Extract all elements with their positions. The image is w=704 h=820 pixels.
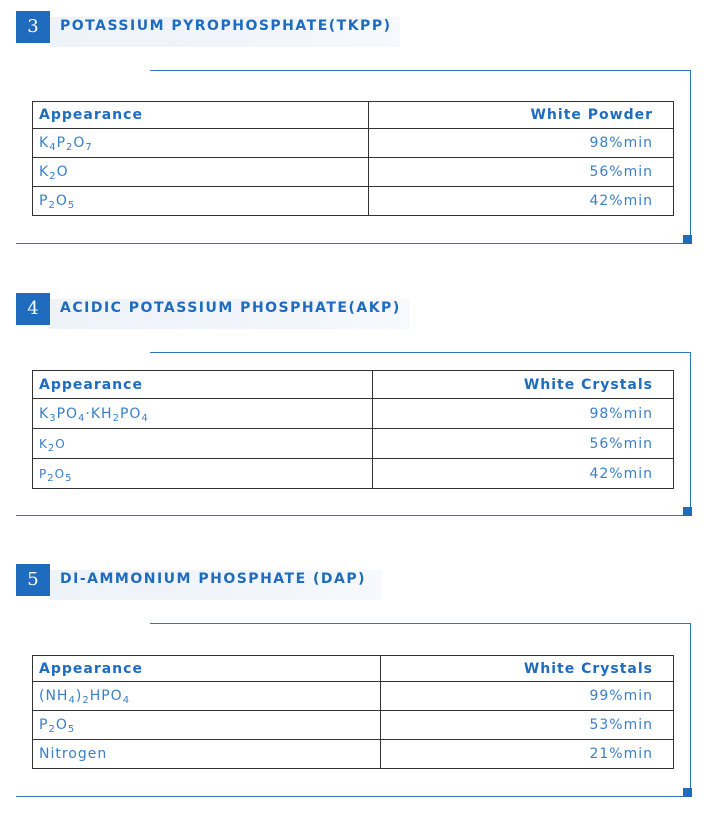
row-label: $K_2O$: [33, 429, 373, 459]
formula-subscript: 2: [48, 200, 56, 211]
table-row: [33, 129, 674, 158]
table-row: [33, 711, 674, 740]
formula-subscript: 2: [47, 472, 55, 484]
formula-subscript: 2: [112, 412, 120, 424]
spec-table: [32, 655, 674, 769]
formula-subscript: 4: [122, 695, 131, 706]
section-number: 5: [16, 564, 50, 596]
header-value: White Powder: [369, 102, 674, 129]
section-heading: [16, 11, 400, 43]
frame-corner-square: [683, 788, 692, 797]
frame-right-line: [690, 623, 691, 797]
formula-subscript: 4: [49, 142, 57, 153]
formula-subscript: 5: [65, 472, 73, 484]
section-heading: [16, 293, 400, 325]
row-label: Nitrogen: [33, 740, 381, 769]
spec-table: [32, 101, 674, 216]
header-label: Appearance: [33, 371, 373, 399]
section-title: POTASSIUM PYROPHOSPHATE(TKPP): [60, 18, 392, 34]
formula-subscript: 4: [141, 412, 149, 424]
formula-subscript: 2: [49, 171, 57, 182]
formula-subscript: 7: [85, 142, 93, 153]
formula-subscript: 3: [49, 412, 57, 424]
frame-top-line: [150, 352, 691, 353]
formula-subscript: 2: [82, 695, 90, 706]
row-label: $P_2O_5$: [33, 459, 373, 489]
row-value: 42%min: [373, 459, 674, 489]
row-value: 42%min: [369, 187, 674, 216]
table-row: [33, 158, 674, 187]
header-value: White Crystals: [381, 656, 674, 682]
row-label: $P_2O_5$: [33, 187, 369, 216]
table-row: [33, 459, 674, 489]
table-header-row: [33, 371, 674, 399]
row-label: $K_3PO_4\cdot KH_2PO_4$: [33, 399, 373, 429]
section-title: ACIDIC POTASSIUM PHOSPHATE(AKP): [60, 300, 401, 316]
formula-subscript: 2: [66, 142, 74, 153]
table-row: [33, 399, 674, 429]
row-value: 53%min: [381, 711, 674, 740]
section-title: DI-AMMONIUM PHOSPHATE (DAP): [60, 571, 367, 587]
row-value: 98%min: [373, 399, 674, 429]
frame-bottom-line: [16, 796, 691, 797]
frame-right-line: [690, 70, 691, 244]
table-row: [33, 682, 674, 711]
header-label: Appearance: [33, 656, 381, 682]
header-value: White Crystals: [373, 371, 674, 399]
header-label: Appearance: [33, 102, 369, 129]
row-label: $K_4P_2O_7$: [33, 129, 369, 158]
spec-table: [32, 370, 674, 489]
formula-subscript: 2: [48, 724, 56, 735]
frame-bottom-line: [16, 515, 691, 516]
frame-right-line: [690, 352, 691, 516]
formula-subscript: 5: [67, 200, 76, 211]
frame-top-line: [150, 70, 691, 71]
frame-corner-square: [683, 235, 692, 244]
row-value: 56%min: [373, 429, 674, 459]
formula-subscript: 5: [67, 724, 76, 735]
table-header-row: [33, 656, 674, 682]
formula-subscript: 4: [68, 695, 76, 706]
section-heading: [16, 564, 400, 596]
row-label: $P_2O_5$: [33, 711, 381, 740]
section-number: 3: [16, 11, 50, 43]
row-label: $K_2O$: [33, 158, 369, 187]
table-row: [33, 429, 674, 459]
formula-subscript: 4: [78, 412, 86, 424]
frame-top-line: [150, 623, 691, 624]
frame-bottom-line: [16, 243, 691, 244]
section-number: 4: [16, 293, 50, 325]
frame-corner-square: [683, 507, 692, 516]
row-value: 21%min: [381, 740, 674, 769]
formula-subscript: 2: [47, 442, 56, 454]
table-row: [33, 740, 674, 769]
row-value: 98%min: [369, 129, 674, 158]
table-row: [33, 187, 674, 216]
row-label: $(NH_4)_2HPO_4$: [33, 682, 381, 711]
row-value: 99%min: [381, 682, 674, 711]
table-header-row: [33, 102, 674, 129]
row-value: 56%min: [369, 158, 674, 187]
